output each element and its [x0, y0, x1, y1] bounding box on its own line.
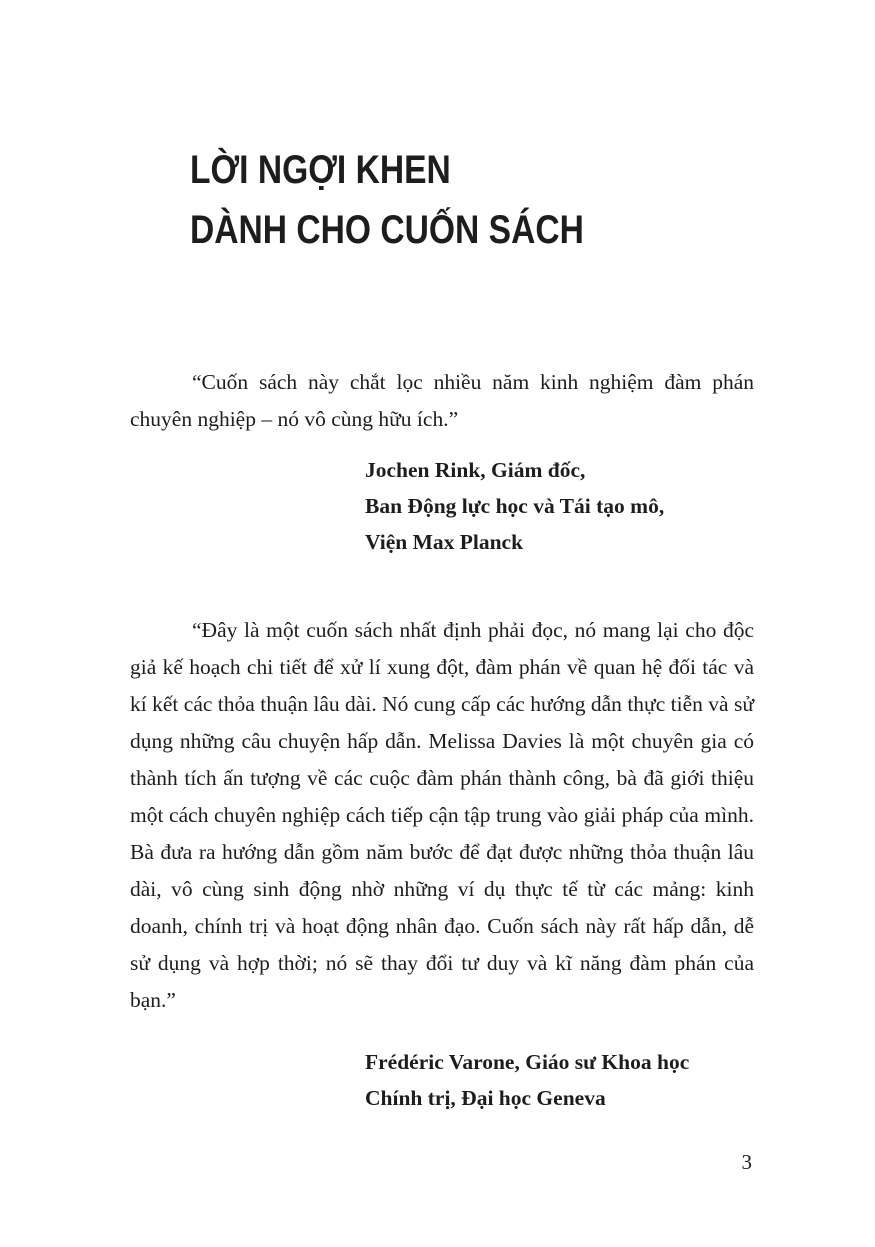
quote-attribution-2 [365, 1044, 689, 1116]
page-title [190, 140, 584, 260]
page-number: 3 [741, 1150, 752, 1174]
quote-text-2: “Đây là một cuốn sách nhất định phải đọc, nó mang lại cho độc giả kế hoạch chi tiết để xử lí xung đột, đàm phán về quan hệ đối tác và kí kết các thỏa thuận lâu dài. Nó cung cấp các hướng dẫn thực tiễn và sử dụng những câu chuyện hấp dẫn. Melissa Davies là một chuyên gia có thành tích ấn tượng về các cuộc đàm phán thành công, bà đã giới thiệu một cách chuyên nghiệp cách tiếp cận tập trung vào giải pháp của mình. Bà đưa ra hướng dẫn gồm năm bước để đạt được những thỏa thuận lâu dài, vô cùng sinh động nhờ những ví dụ thực tế từ các mảng: kinh doanh, chính trị và hoạt động nhân đạo. Cuốn sách này rất hấp dẫn, dễ sử dụng và hợp thời; nó sẽ thay đổi tư duy và kĩ năng đàm phán của bạn.” [130, 618, 754, 1012]
attribution-line: Viện Max Planck [365, 530, 524, 554]
page-title-line-1: LỜI NGỢI KHEN [190, 148, 451, 192]
quote-text-1: “Cuốn sách này chắt lọc nhiều năm kinh nghiệm đàm phán chuyên nghiệp – nó vô cùng hữu ích.” [130, 370, 754, 431]
attribution-line: Jochen Rink, Giám đốc, [365, 458, 586, 482]
page-title-line-2: DÀNH CHO CUỐN SÁCH [190, 208, 584, 252]
attribution-line: Frédéric Varone, Giáo sư Khoa học [365, 1050, 690, 1074]
attribution-line: Ban Động lực học và Tái tạo mô, [365, 494, 665, 518]
quote-attribution-1 [365, 452, 664, 560]
attribution-line: Chính trị, Đại học Geneva [365, 1086, 606, 1110]
